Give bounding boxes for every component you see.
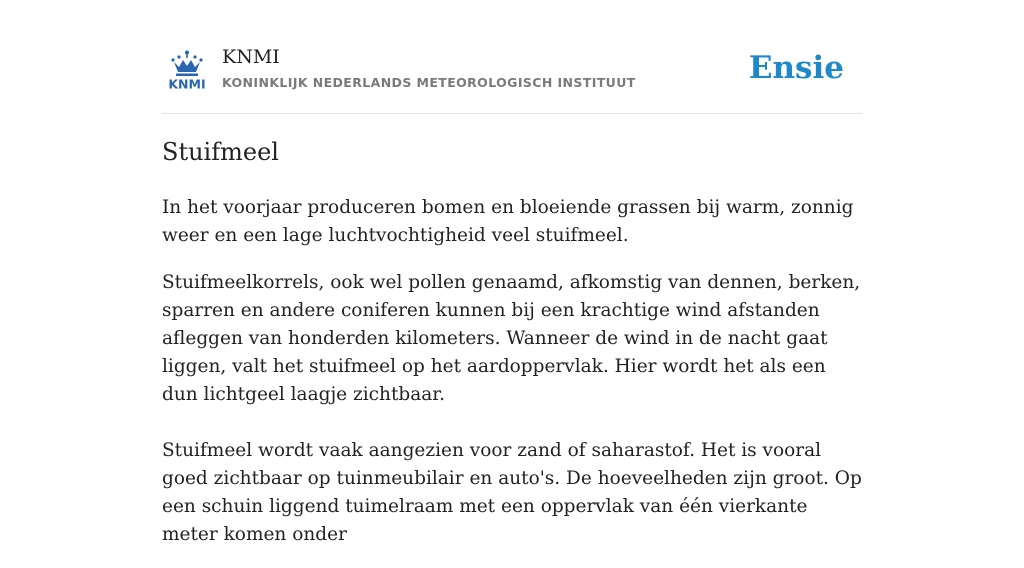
article xyxy=(162,132,862,568)
article-paragraph: In het voorjaar produceren bomen en bloeiende grassen bij warm, zonnig weer en een lage luchtvochtigheid veel stuifmeel. xyxy=(162,197,854,246)
knmi-logo-icon[interactable] xyxy=(164,50,210,90)
brand-logo-link[interactable]: Ensie xyxy=(748,50,844,86)
site-header xyxy=(162,40,862,114)
article-paragraph: Stuifmeel wordt vaak aangezien voor zand of saharastof. Het is vooral goed zichtbaar op tuinmeubilair en auto's. De hoeveelheden zijn groot. Op een schuin liggend tuimelraam met een oppervlak van één vierkante meter komen onder xyxy=(162,440,862,545)
article-paragraph: Stuifmeelkorrels, ook wel pollen genaamd, afkomstig van dennen, berken, sparren en andere coniferen kunnen bij een krachtige wind afstanden afleggen van honderden kilometers. Wanneer de wind in de nacht gaat liggen, valt het stuifmeel op het aardoppervlak. Hier wordt het als een dun lichtgeel laagje zichtbaar. xyxy=(162,272,861,405)
article-title: Stuifmeel xyxy=(162,138,279,166)
logo-text: KNMI xyxy=(168,76,206,92)
org-name[interactable]: KNMI xyxy=(222,46,280,68)
org-subtitle: KONINKLIJK NEDERLANDS METEOROLOGISCH INSTITUUT xyxy=(222,75,636,90)
